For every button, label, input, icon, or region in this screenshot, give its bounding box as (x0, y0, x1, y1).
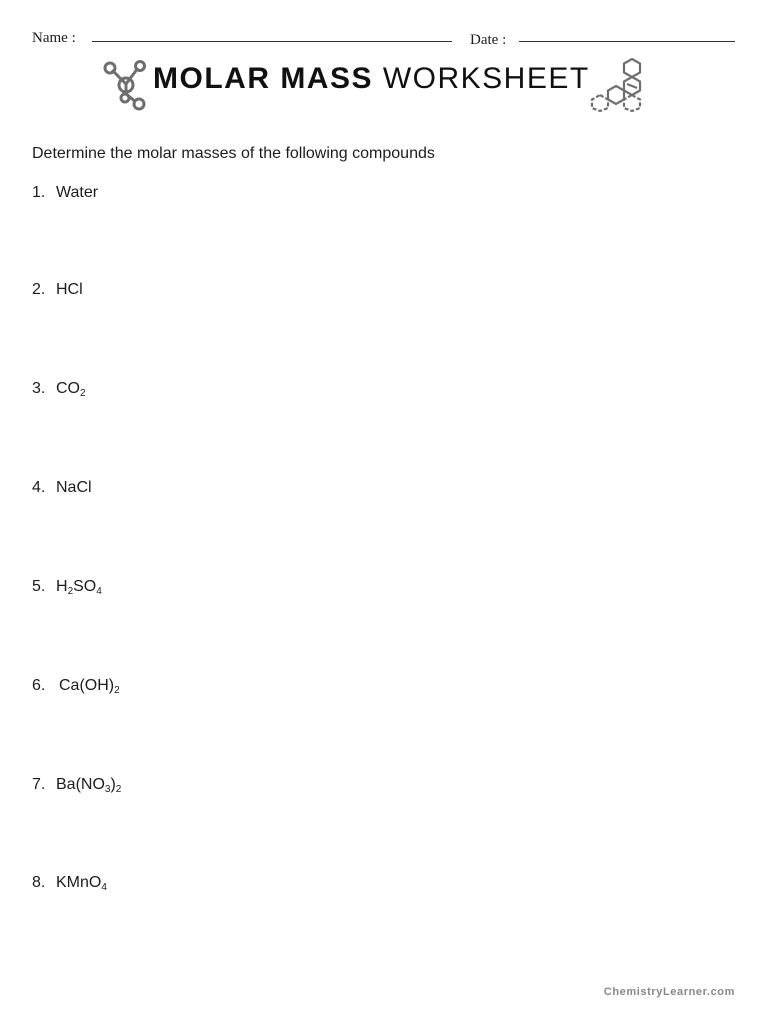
question-number: 2. (32, 281, 46, 298)
title-light: WORKSHEET (382, 62, 590, 95)
subscript: 4 (96, 586, 102, 597)
question-number: 4. (32, 479, 46, 496)
question-text: CO (56, 380, 80, 397)
name-label: Name : (32, 30, 76, 46)
footer-credit: ChemistryLearner.com (603, 986, 735, 998)
question-text: SO (73, 578, 97, 595)
worksheet-title (153, 62, 590, 96)
question-text: NaCl (56, 479, 92, 496)
question-8 (32, 874, 107, 892)
question-text: H (56, 578, 68, 595)
title-bold: MOLAR MASS (153, 62, 373, 95)
question-number: 8. (32, 874, 46, 891)
question-text: HCl (56, 281, 83, 298)
date-line[interactable] (519, 41, 735, 42)
question-3 (32, 380, 86, 398)
question-number: 3. (32, 380, 46, 397)
question-number: 5. (32, 578, 46, 595)
name-line[interactable] (92, 41, 452, 42)
date-label: Date : (470, 32, 507, 48)
subscript: 2 (67, 586, 74, 597)
subscript: 4 (101, 882, 107, 893)
question-number: 7. (32, 776, 46, 793)
question-text: KMnO (56, 874, 102, 891)
hexagon-rings-icon (588, 56, 648, 112)
question-7 (32, 776, 121, 794)
instructions-text: Determine the molar masses of the following compounds (32, 145, 435, 162)
question-number: 6. (32, 677, 46, 694)
question-text: ) (110, 776, 116, 793)
subscript: 2 (115, 784, 122, 795)
question-1 (32, 184, 98, 202)
question-text: Ba(NO (56, 776, 105, 793)
question-2 (32, 281, 83, 299)
question-6 (32, 677, 120, 695)
subscript: 2 (80, 388, 86, 399)
worksheet-title-block (0, 56, 768, 116)
header-fields (0, 28, 768, 52)
molecule-icon (100, 56, 150, 112)
question-4 (32, 479, 92, 497)
question-text: Ca(OH) (59, 677, 115, 694)
question-5 (32, 578, 102, 596)
question-text: Water (56, 184, 99, 201)
subscript: 3 (104, 784, 111, 795)
question-number: 1. (32, 184, 46, 201)
subscript: 2 (114, 685, 120, 696)
